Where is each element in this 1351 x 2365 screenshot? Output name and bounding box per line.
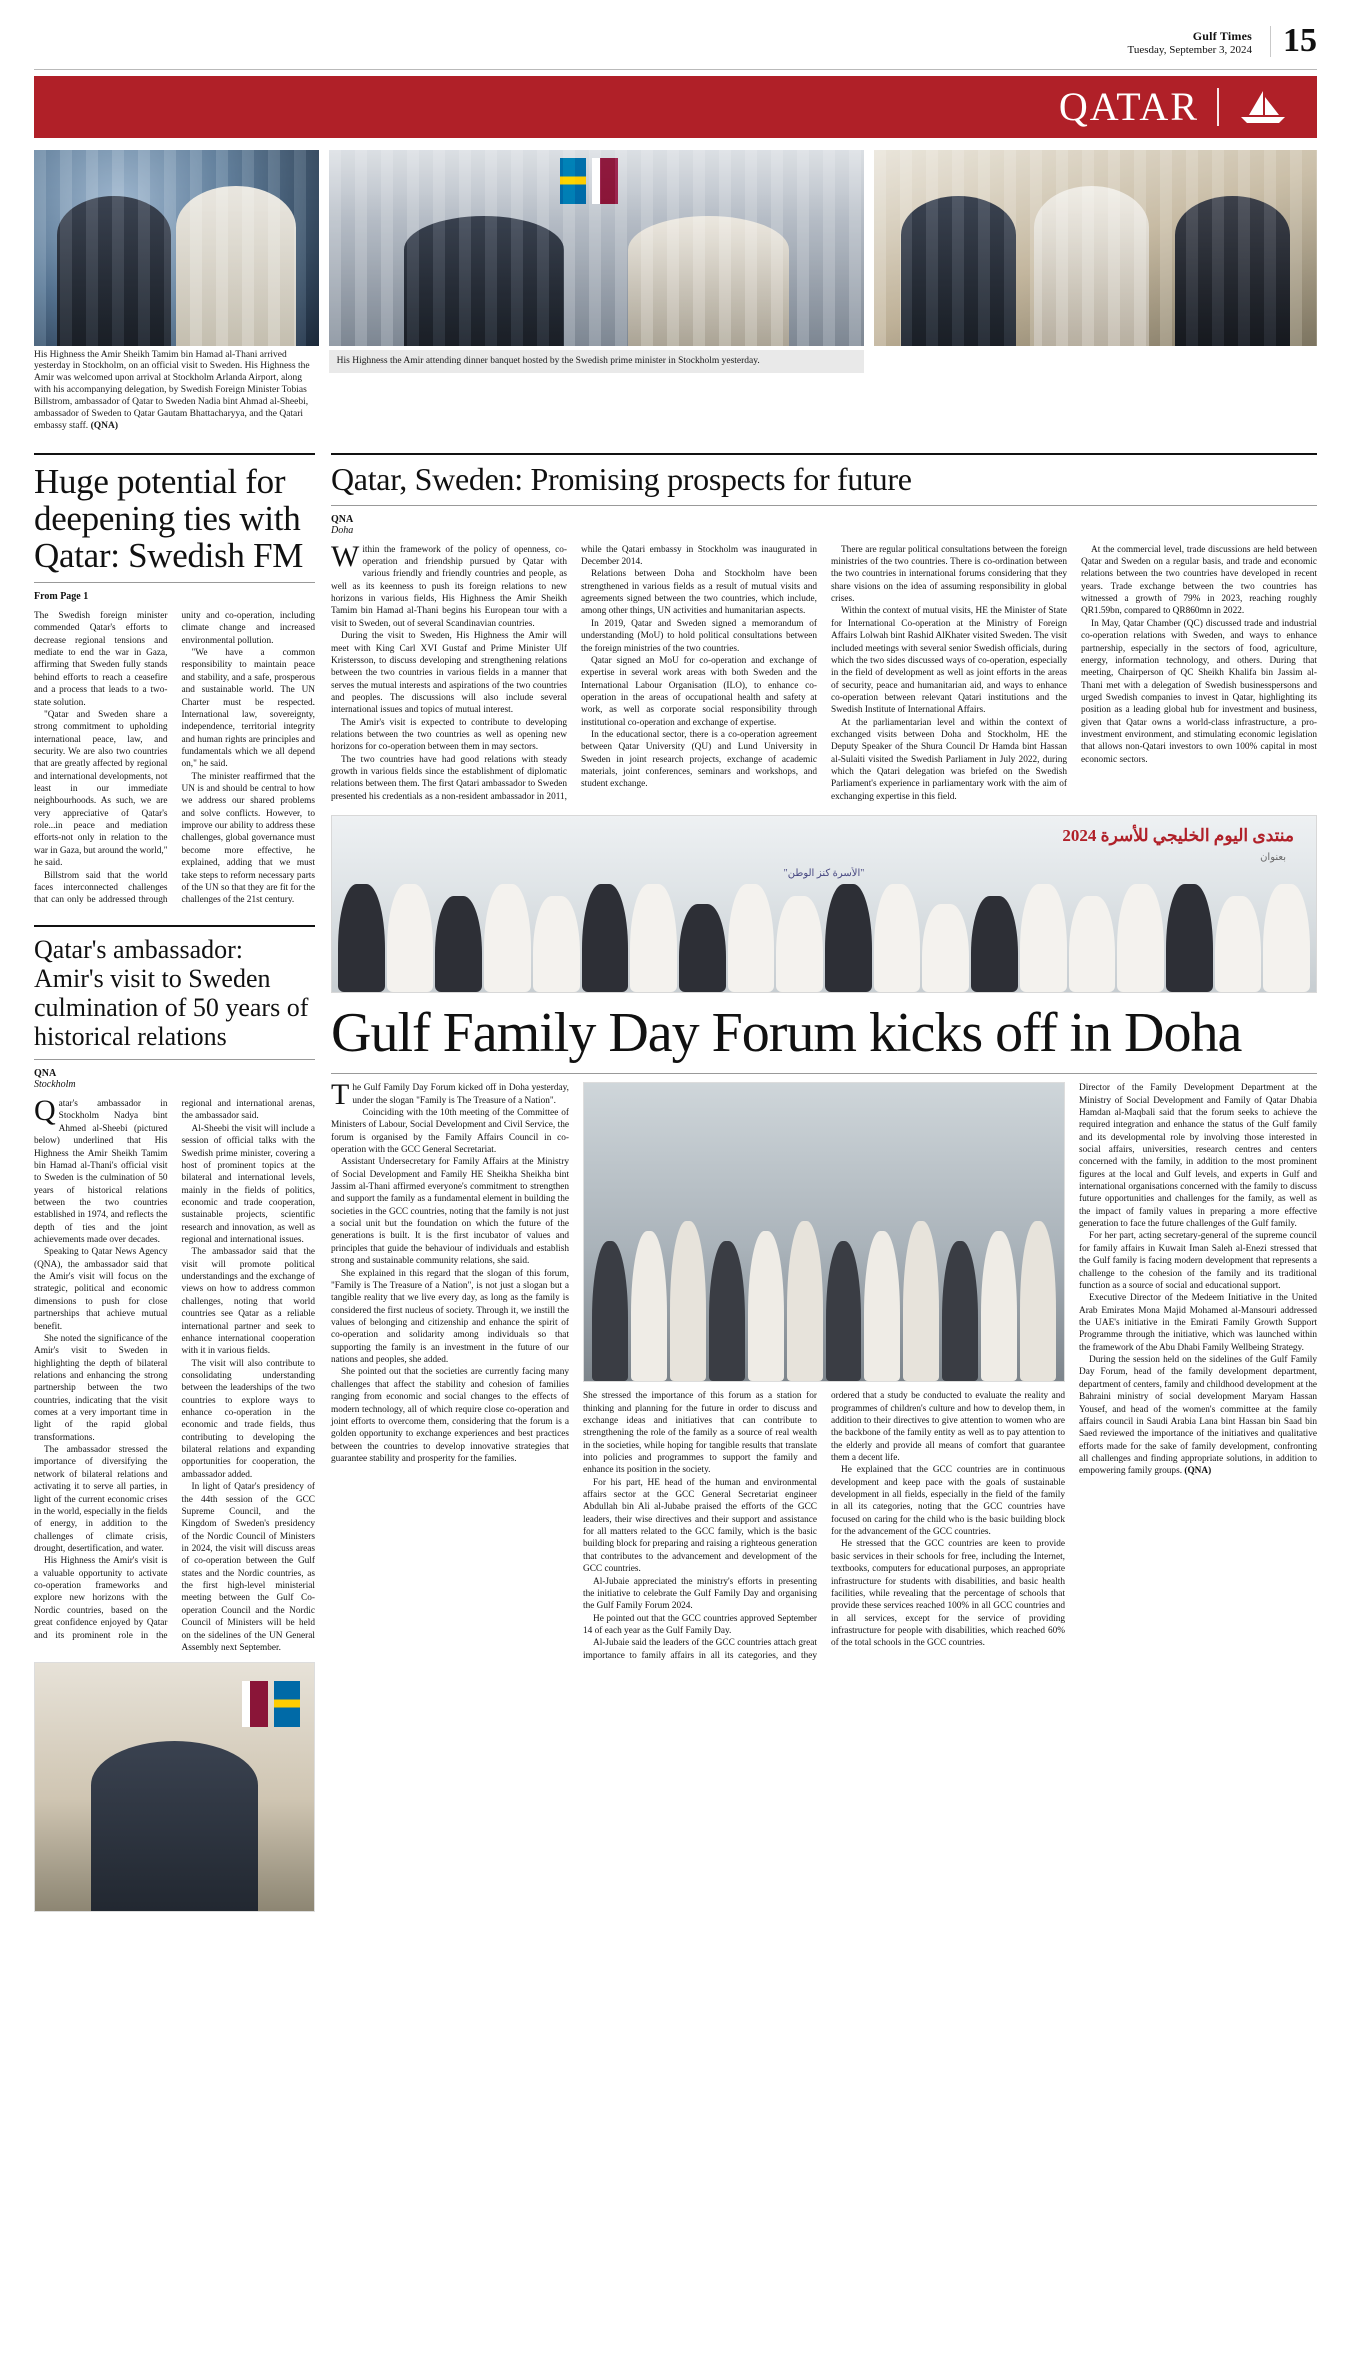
- main-grid: [34, 443, 1317, 1913]
- paragraph: The Amir's visit is expected to contribute to developing relations between the two countries as well as opening new horizons for co-operation between them in may sectors.: [331, 717, 567, 753]
- photo-amir-dinner: [329, 150, 864, 346]
- paragraph: In 2019, Qatar and Sweden signed a memorandum of understanding (MoU) to hold political consultations between the foreign ministries of the two countries.: [581, 618, 817, 654]
- paragraph: During the visit to Sweden, His Highness the Amir will meet with King Carl XVI Gustaf and Prime Minister Ulf Kristersson, to discuss developing and strengthening relations between the two countries in various fields in a manner that serves the mutual interests and aspirations of the two countries and peoples. The discussions will also include several international issues and topics of mutual interest.: [331, 631, 567, 716]
- photo-amir-greeting: [874, 150, 1317, 346]
- paragraph: Assistant Undersecretary for Family Affairs at the Ministry of Social Development and Family HE Sheikha Sheikha bint Jassim al-Thani affirmed everyone's commitment to strengthen and support the family as a fundamental element in building the societies in the GCC countries, noting that the family is not just a social unit but the foundation on which the future of the generations is built. It is the first incubator of values and principles that guide the behaviour of individuals and establish strong and sustainable community relations, she said.: [331, 1157, 569, 1267]
- paragraph: He stressed that the GCC countries are keen to provide basic services in their schools for free, including the Internet, textbooks, computers for educational purposes, an appropriate infrastructure for students with disabilities, and basic health facilities, while revealing that the percentage of schools that provide these services reached 100% in all GCC countries and in all services, except for the service of providing infrastructure for people with disabilities, which reached 60% of the total schools in the GCC countries.: [831, 1539, 1065, 1649]
- paragraph: Within the framework of the policy of openness, co-operation and friendship pursued by Qatar with various friendly and friendly countries and people, as well as its keenness to push its foreign relations to new horizons in various fields, His Highness the Amir Sheikh Tamim bin Hamad al-Thani begins his European tour with a visit to Sweden, out of several Scandinavian countries.: [331, 539, 567, 629]
- masthead-info: [1128, 30, 1252, 56]
- paragraph: "Qatar and Sweden share a strong commitment to upholding international peace, law, and security. We are also two countries that are greatly affected by regional and international developments, not least in our immediate neighbourhoods. As such, we are very appreciative of Qatar's role...in peace and mediation efforts-not only in relation to the war in Gaza, but around the world," he said.: [34, 709, 168, 869]
- story-ambassador-body: [34, 1094, 315, 1654]
- paragraph: Qatar's ambassador in Stockholm Nadya bint Ahmed al-Sheebi (pictured below) underlined that His Highness the Amir Sheikh Tamim bin Hamad al-Thani's official visit to Sweden is the culmination of 50 years of historical relations between the two countries established in 1974, and reflects the depth of ties and the joint achievements made over decades.: [34, 1094, 168, 1246]
- photo-row: [34, 150, 1317, 433]
- photo-forum-audience: [583, 1082, 1065, 1382]
- paragraph: Al-Jubaie said the leaders of the GCC countries attach great importance to family affairs in all its categories, and they ordered that a study be conducted to evaluate the reality and programmes of children's culture and how to develop them, in addition to their directives to give attention to women who are the backbone of the family entity as well as to pay attention to the elderly and provide all means of comfort that guarantee them a decent life.: [583, 1391, 1065, 1661]
- photo-ambassador: [34, 1662, 315, 1912]
- left-rule-mid: [34, 582, 315, 583]
- section-divider: [1217, 88, 1219, 126]
- photo-left-caption: [34, 346, 319, 433]
- left-rule-top: [34, 453, 315, 455]
- paragraph: She stressed the importance of this forum as a station for thinking and planning for the future in order to discuss and exchange ideas and initiatives that can contribute to strengthening the role of the family as a source of real wealth in the societies, while hoping for tangible results that translate into policies and programmes to support the family and enhance its position in the society.: [583, 1391, 817, 1476]
- paragraph: His Highness the Amir's visit is a valuable opportunity to activate co-operation frameworks and explore new horizons with the Nordic countries, based on the great confidence enjoyed by Qatar and its prominent role in the regional and international arenas, the ambassador said.: [34, 1099, 315, 1641]
- paragraph: Relations between Doha and Stockholm have been strengthened in various fields as a result of mutual visits and agreements signed between the two countries, which include, among other things, UN activities and humanitarian aspects.: [581, 569, 817, 617]
- dhow-icon: [1237, 87, 1289, 127]
- right-column: [331, 443, 1317, 1913]
- story-sweden-body: [331, 539, 1317, 804]
- sweden-flag-icon: [274, 1681, 300, 1727]
- paragraph: The Gulf Family Day Forum kicked off in Doha yesterday, under the slogan "Family is The Treasure of a Nation".: [331, 1078, 569, 1112]
- paragraph: At the parliamentarian level and within the context of exchanged visits between Doha and Stockholm, HE the Deputy Speaker of the Shura Council Dr Hamda bint Hassan al-Sulaiti visited the Swedish Parliament in July 2022, during which the Qatari delegation was briefed on the Swedish Parliament's experience in parliamentary work with the aim of exchanging expertise in this field.: [831, 717, 1067, 802]
- forum-layout: [331, 1078, 1317, 1662]
- paragraph: Billstrom said that the world faces interconnected challenges that can only be addressed through unity and co-operation, including climate change and increased environmental pollution.: [34, 611, 315, 906]
- byline-location: Stockholm: [34, 1079, 76, 1091]
- paper-name: Gulf Times: [1192, 29, 1252, 44]
- paragraph: The ambassador said that the visit will promote political understandings and the exchange of views on how to address common challenges, noting that world countries see Qatar as a reliable international partner and seek to enhance international cooperation with it in various fields.: [181, 1247, 315, 1357]
- headline-swedish-fm: Huge potential for deepening ties with Qatar: Swedish FM: [34, 461, 304, 575]
- right-rule-2: [331, 1073, 1317, 1074]
- paragraph: Al-Sheebi the visit will include a session of official talks with the Swedish prime minister, covering a host of prominent topics at the bilateral and international levels, mainly in the fields of politics, economic and trade cooperation, sustainable projects, scientific research and innovation, as well as regional and international issues.: [181, 1123, 315, 1246]
- sweden-flag-icon: [560, 158, 586, 204]
- paragraph: Within the context of mutual visits, HE the Minister of State for International Co-operation at the Ministry of Foreign Affairs Lolwah bint Rashid AlKhater visited Sweden. The visit included meetings with several senior Swedish officials, during which the two sides discussed ways of co-operation, especially in the field of development as well as joint efforts in the areas of security, peace and humanitarian aid, and ways to enhance co-operation between relevant Qatari institutions and the Swedish Institute of International Affairs.: [831, 606, 1067, 716]
- paragraph: For her part, acting secretary-general of the supreme council for family affairs in Kuwait Iman Saleh al-Enezi stressed that the Gulf family is facing modern development that represents a challenge to the cohesion of the family and its traditional function as a source of social and educational support.: [1079, 1231, 1317, 1291]
- photo-forum-banner: [331, 815, 1317, 993]
- banner-arabic-strip: "الأسرة كنز الوطن": [783, 868, 865, 880]
- byline-qna: QNA: [34, 1068, 57, 1080]
- from-page-kicker: From Page 1: [34, 591, 89, 602]
- paragraph: She pointed out that the societies are currently facing many challenges that affect the stability and cohesion of families ranging from economic and social changes to the effects of modern technology, all of which require close co-operation and joint efforts to overcome them, considering that the forum is a golden opportunity to exchange experiences and best practices between the countries to develop innovative strategies that guarantee stability and prosperity for the families.: [331, 1367, 569, 1464]
- paragraph: "We have a common responsibility to maintain peace and stability, and a safe, prosperous and sustainable world. The UN Charter must be respected. International law, sovereignty, independence, territorial integrity and human rights are principles and fundamentals which we all depend on," he said.: [181, 648, 315, 770]
- photo-left-caption-source: (QNA): [90, 420, 119, 431]
- headline-qatar-sweden: Qatar, Sweden: Promising prospects for future: [331, 460, 912, 497]
- paragraph: The ambassador stressed the importance of diversifying the network of bilateral relations and activating it to serve all parties, in light of the current economic crises in the world, especially in the fields of energy, in addition to the challenges of climate crisis, drought, desertification, and water.: [34, 1445, 168, 1554]
- paragraph: In May, Qatar Chamber (QC) discussed trade and industrial co-operation relations with Sweden, and ways to enhance partnership, especially in the sectors of food, agriculture, energy, information technology, and others. During that meeting, Chairperson of QC Sheikh Khalifa bin Jassim al-Thani met with a delegation of Swedish businesspersons and urged Swedish companies to invest in Qatar, highlighting its position as a leading global hub for investment and business, given that Qatar owns a world-class infrastructure, a pro-investment environment, and stimulating economic legislation that allows non-Qatari investors to own 100% capital in most economic sectors.: [1081, 618, 1317, 765]
- photo-center-block: [329, 150, 864, 433]
- right-rule-1: [331, 505, 1317, 506]
- byline-qna: QNA: [331, 513, 354, 525]
- forum-col-3: [1079, 1082, 1317, 1662]
- qatar-flag-icon: [242, 1681, 268, 1727]
- forum-col-2: [583, 1082, 1065, 1662]
- paragraph: Speaking to Qatar News Agency (QNA), the ambassador said that the Amir's visit will focus on the strategic, political and economic dimensions to push for close partnerships that achieve mutual benefit.: [34, 1247, 168, 1332]
- banner-people: [332, 874, 1316, 992]
- paragraph: In light of Qatar's presidency of the 44th session of the GCC Supreme Council, and the Kingdom of Sweden's presidency of the Nordic Council of Ministers in 2024, the visit will discuss areas of co-operation between the Gulf states and the Nordic countries, as the first high-level ministerial meeting between the Gulf Co-operation Council and the Nordic Council of Ministers will be held on the sidelines of the UN General Assembly next September.: [181, 1482, 315, 1653]
- headline-ambassador: Qatar's ambassador: Amir's visit to Sweden culmination of 50 years of historical relations: [34, 934, 309, 1051]
- paragraph: Qatar signed an MoU for co-operation and exchange of expertise in several work areas with both Sweden and the International Labour Organisation (ILO), to enhance co-operation in the areas of occupational health and safety at work, as well as corporate social responsibility through institutional co-operation and exchange of expertise.: [581, 655, 817, 728]
- qatar-flag-icon: [592, 158, 618, 204]
- paragraph: Director of the Family Development Department at the Ministry of Social Development and Family of Qatar Dhabia Hamdan al-Maqbali said that the forum seeks to achieve the required integration and enhance the status of the Gulf family and its developmental role by involving those interested in social affairs, universities, research centres and centers concerned with the family, in addition to the most prominent figures at the local and Gulf levels, and experts in Gulf and international organisations concerned with the family to discuss future opportunities and challenges for the family, as well as the impact of family values in preparing a more effective generation to face the future challenges of the Gulf family.: [1079, 1083, 1317, 1230]
- photo-right-block: [874, 150, 1317, 433]
- paragraph: She noted the significance of the Amir's visit to Sweden in highlighting the depth of bilateral relations and enhancing the strong partnership between the two countries, indicating that the visit comes at a very important time in light of the rapid global transformations.: [34, 1333, 168, 1443]
- paragraph: The Swedish foreign minister commended Qatar's efforts to decrease regional tensions and mediate to end the war in Gaza, affirming that Sweden fully stands behind efforts to reach a ceasefire and a process that leads to a two-state solution.: [34, 611, 168, 708]
- banner-arabic-title: منتدى اليوم الخليجي للأسرة 2024: [1062, 826, 1294, 846]
- section-title: QATAR: [1058, 84, 1199, 130]
- paper-date: Tuesday, September 3, 2024: [1127, 43, 1252, 56]
- paragraph: At the commercial level, trade discussions are held between Qatar and Sweden on a regular basis, and trade and economic relations between the two countries have developed in recent years. Trade exchange between the two countries has witnessed a growth of 79% in 2023, reaching roughly QR1.59bn, compared to QR860mn in 2022.: [1081, 544, 1317, 617]
- headline-gulf-family-day: Gulf Family Day Forum kicks off in Doha: [331, 1002, 1242, 1065]
- masthead: [34, 22, 1317, 63]
- byline-location: Doha: [331, 524, 354, 536]
- photo-center-caption: His Highness the Amir attending dinner banquet hosted by the Swedish prime minister in Stockholm yesterday.: [329, 350, 864, 374]
- photo-amir-arrival: [34, 150, 319, 346]
- paragraph: He explained that the GCC countries are in continuous development and keep pace with the goals of sustainable development in all fields, especially in the field of the family in all its categories, noting that the GCC countries have focused on caring for the child who is the basic building block for the advancement of the GCC countries.: [831, 1465, 1065, 1538]
- paragraph-text: During the session held on the sidelines of the Gulf Family Day Forum, head of the family development department, department of centers, family and childhood development at the Bahraini ministry of social development Maryam Hassan Yousef, and head of the women's committee at the family affairs council in Saudi Arabia Lana bint Hassan bin Saad bin Saed reviewed the importance of the initiatives and qualitative efforts made for the sake of family development, confronting all challenges and finding appropriate solutions, in addition to empowering family groups.: [1079, 1355, 1317, 1477]
- photo-left-block: [34, 150, 319, 433]
- paragraph: There are regular political consultations between the foreign ministries of the two countries. There is co-ordination between the two countries in international forums considering that they share visions on the idea of assuming responsibility in global crises.: [831, 544, 1067, 605]
- paragraph: For his part, HE head of the human and environmental affairs sector at the GCC General Secretariat engineer Abdullah bin Ali al-Jubabe praised the efforts of the GCC leaders, their wise directives and their support and assistance for all matters related to the GCC family, which is the basic building block for preparing and raising a righteous generation that contributes to the advancement and development of the GCC countries.: [583, 1477, 817, 1575]
- paragraph: She explained in this regard that the slogan of this forum, "Family is The Treasure of a Nation", is not just a slogan but a tangible reality that we live every day, as long as the family is considered the first nucleus of society. Through it, we instill the values of belonging and citizenship and enhance the spirit of co-operation and solidarity among individuals so that supporting the family is an investment in the future of our nations and peoples, she added.: [331, 1268, 569, 1366]
- right-rule-top: [331, 453, 1317, 455]
- left-rule-3: [34, 1059, 315, 1060]
- paragraph: The visit will also contribute to consolidating understanding between the leaderships of the two countries to explore ways to enhance co-operation in the economic and trade fields, thus contributing to developing the bilateral relations and expanding opportunities for cooperation, the ambassador added.: [181, 1358, 315, 1480]
- story-left-body: [34, 610, 315, 907]
- forum-col-1: [331, 1078, 569, 1662]
- left-rule-2: [34, 925, 315, 927]
- paragraph: Executive Director of the Medeem Initiative in the United Arab Emirates Mona Majid Mohamed al-Mansouri addressed the UAE's initiative in the Emirati Family Growth Support Programme through the initiative, which was launched within the framework of the Abu Dhabi Family Wellbeing Strategy.: [1079, 1293, 1317, 1353]
- masthead-rule: [34, 69, 1317, 70]
- forum-col-2-body: [583, 1390, 1065, 1662]
- paragraph: In the educational sector, there is a co-operation agreement between Qatar University (QU) and Lund University in Sweden in joint research projects, exchange of academic materials, joint conferences, seminars and workshops, and student exchange.: [581, 730, 817, 790]
- paragraph: [1079, 1354, 1317, 1478]
- paragraph: The minister reaffirmed that the UN is and should be central to how we address our shared problems and solve conflicts. However, to improve our ability to address these challenges, global governance must become more effective, he explained, adding that we must take steps to reform necessary parts of the UN so that they are fit for the challenges of the 21st century.: [181, 771, 315, 906]
- left-column: [34, 443, 315, 1913]
- page-number: 15: [1270, 26, 1317, 57]
- paragraph: Al-Jubaie appreciated the ministry's efforts in presenting the initiative to celebrate the Gulf Family Day and organising the Gulf Family Forum 2024.: [583, 1576, 817, 1612]
- section-band: [34, 76, 1317, 138]
- banner-arabic-sub: بعنوان: [1260, 852, 1286, 864]
- paragraph: Coinciding with the 10th meeting of the Committee of Ministers of Labour, Social Development and Civil Service, the forum is organised by the Family Affairs Council in co-operation with the GCC General Secretariat.: [331, 1107, 569, 1155]
- story-source: (QNA): [1184, 1466, 1212, 1477]
- photo-left-caption-text: His Highness the Amir Sheikh Tamim bin Hamad al-Thani arrived yesterday in Stockholm, on an official visit to Sweden. His Highness the Amir was welcomed upon arrival at Stockholm Arlanda Airport, along with his accompanying delegation, by Swedish Foreign Minister Tobias Billstrom, ambassador of Qatar to Sweden Nadia bint Ahmad al-Sheebi, ambassador of Sweden to Qatar Gautam Bhattacharyya, and the Qatari embassy staff.: [34, 349, 310, 431]
- paragraph: He pointed out that the GCC countries approved September 14 of each year as the Gulf Family Day.: [583, 1613, 817, 1636]
- paragraph: The two countries have had good relations with steady growth in various fields since the establishment of diplomatic relations between them. The first Qatari ambassador to Sweden presented his credentials as a non-resident ambassador in 2011, while the Qatari embassy in Stockholm was inaugurated in December 2014.: [331, 544, 817, 802]
